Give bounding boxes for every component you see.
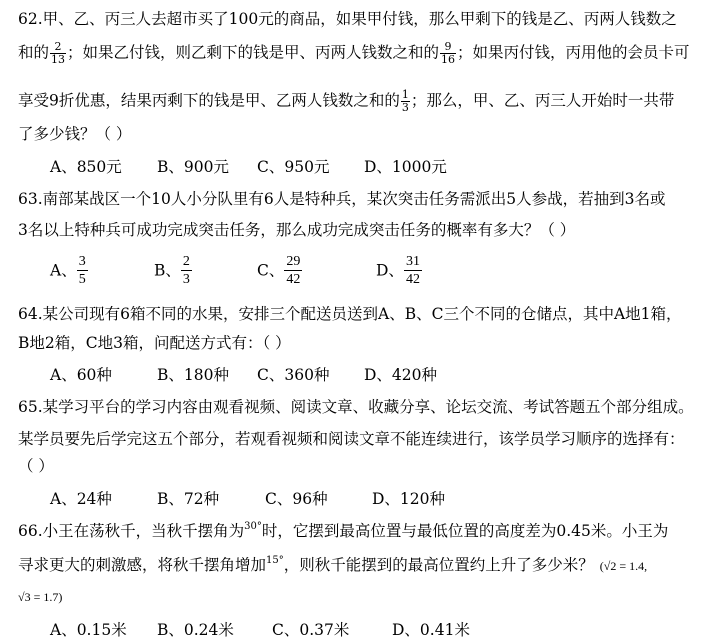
q63-option-a-fraction: $\frac{3}{5}$ <box>78 254 86 287</box>
q63-option-c[interactable]: C、 $\frac{29}{42}$ <box>257 254 301 287</box>
sqrt3-hint: √3 = 1.7) <box>18 590 63 604</box>
q62-option-c[interactable]: C、950元 <box>257 158 330 176</box>
q62-line3 <box>18 89 674 114</box>
q62-line2 <box>18 41 690 66</box>
q65-option-c[interactable]: C、96种 <box>265 490 328 508</box>
q63-line2: 3名以上特种兵可成功完成突击任务，那么成功完成突击任务的概率有多大？（ ） <box>18 221 576 239</box>
q66-line1: 66.小王在荡秋千，当秋千摆角为$^{30^\circ}$时，它摆到最高位置与最低位置的高度差为0.45米。小王为 <box>18 521 669 540</box>
q66-line2: 寻求更大的刺激感，将秋千摆角增加$^{15^\circ}$，则秋千能摆到的最高位置约上升了多少米？ (√2 = 1.4, <box>18 555 648 574</box>
q65-line1: 65.某学习平台的学习内容由观看视频、阅读文章、收藏分享、论坛交流、考试答题五个部分组成。 <box>18 398 694 416</box>
q65-option-b[interactable]: B、72种 <box>157 490 220 508</box>
q66-option-a[interactable]: A、0.15米 <box>50 621 127 639</box>
angle-15: 15° <box>266 555 284 566</box>
q66-option-b[interactable]: B、0.24米 <box>157 621 234 639</box>
q62-option-a[interactable]: A、850元 <box>50 158 122 176</box>
angle-30: 30° <box>244 521 262 532</box>
q63-option-b-fraction: $\frac{2}{3}$ <box>182 254 190 287</box>
sqrt2-hint: (√2 = 1.4, <box>599 559 648 573</box>
q66-option-d[interactable]: D、0.41米 <box>392 621 470 639</box>
q66-option-c[interactable]: C、0.37米 <box>272 621 350 639</box>
q63-line1: 63.南部某战区一个10人小分队里有6人是特种兵，某次突击任务需派出5人参战，若抽到3名或 <box>18 190 666 208</box>
q62-line1: 62.甲、乙、丙三人去超市买了100元的商品，如果甲付钱，那么甲剩下的钱是乙、丙两人钱数之 <box>18 10 677 28</box>
q63-option-b[interactable]: B、 $\frac{2}{3}$ <box>154 254 190 287</box>
q62-line2-text-c: ；如果丙付钱，丙用他的会员卡可 <box>457 43 690 62</box>
q62-line3-text-b: ；那么，甲、乙、丙三人开始时一共带 <box>410 91 675 110</box>
q64-option-b[interactable]: B、180种 <box>157 366 229 384</box>
q65-option-d[interactable]: D、120种 <box>372 490 446 508</box>
q66-line3 <box>18 586 62 607</box>
q65-option-a[interactable]: A、24种 <box>50 490 112 508</box>
q62-line2-text-a: 和的 <box>18 43 50 62</box>
q62-line2-text-b: ；如果乙付钱，则乙剩下的钱是甲、丙两人钱数之和的 <box>67 43 440 62</box>
q64-option-a[interactable]: A、60种 <box>50 366 112 384</box>
fraction-2-13: $\frac{2}{13}$ <box>51 40 66 66</box>
q62-line3-text-a: 享受9折优惠，结果丙剩下的钱是甲、乙两人钱数之和的 <box>18 91 400 110</box>
q62-line4: 了多少钱？（ ） <box>18 125 132 143</box>
fraction-1-3: $\frac{1}{3}$ <box>401 88 409 114</box>
q63-option-c-fraction: $\frac{29}{42}$ <box>286 254 301 287</box>
fraction-9-16: $\frac{9}{16}$ <box>441 40 456 66</box>
q65-line3: （ ） <box>18 457 54 475</box>
q63-option-d[interactable]: D、 $\frac{31}{42}$ <box>376 254 420 287</box>
q63-option-d-fraction: $\frac{31}{42}$ <box>405 254 420 287</box>
q64-option-d[interactable]: D、420种 <box>364 366 438 384</box>
q64-line2: B地2箱，C地3箱，问配送方式有：（ ） <box>18 334 291 352</box>
q65-line2: 某学员要先后学完这五个部分，若观看视频和阅读文章不能连续进行，该学员学习顺序的选择有： <box>18 430 685 448</box>
q64-line1: 64.某公司现有6箱不同的水果，安排三个配送员送到A、B、C三个不同的仓储点，其中A地1箱， <box>18 305 682 323</box>
q63-option-a[interactable]: A、 $\frac{3}{5}$ <box>50 254 86 287</box>
q62-option-b[interactable]: B、900元 <box>157 158 229 176</box>
q64-option-c[interactable]: C、360种 <box>257 366 330 384</box>
q62-option-d[interactable]: D、1000元 <box>364 158 447 176</box>
